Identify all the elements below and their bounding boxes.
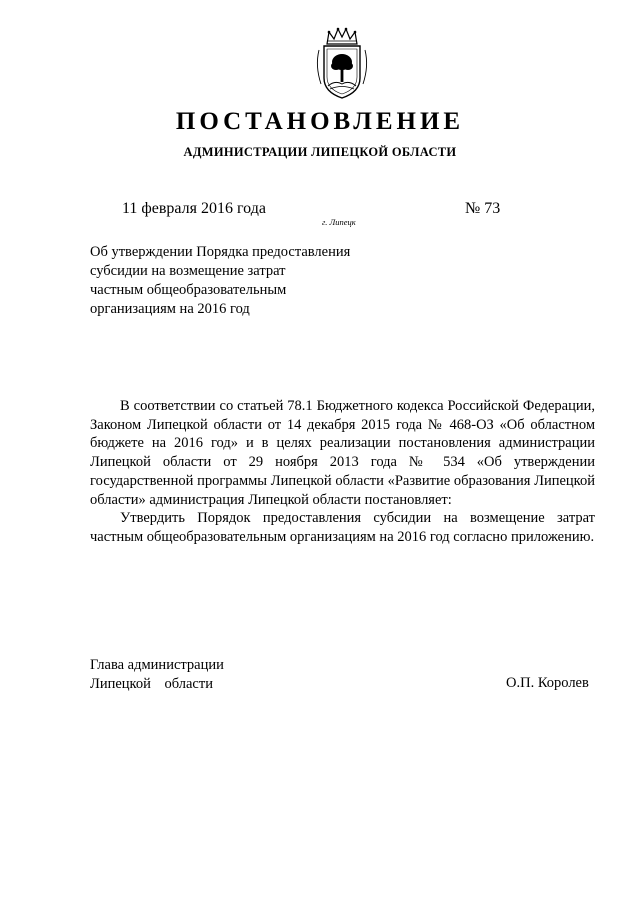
signatory-title-line: Липецкой области: [90, 676, 213, 692]
document-date: 11 февраля 2016 года: [122, 200, 266, 217]
document-subject: [90, 243, 390, 319]
lipetsk-coat-of-arms-icon: [313, 26, 371, 100]
issuer-name: АДМИНИСТРАЦИИ ЛИПЕЦКОЙ ОБЛАСТИ: [183, 145, 457, 159]
signatory-title: [90, 656, 224, 694]
document-title: ПОСТАНОВЛЕНИЕ: [175, 108, 465, 135]
subject-line: организациям на 2016 год: [90, 301, 250, 317]
subject-line: Об утверждении Порядка предоставления: [90, 244, 351, 260]
document-body: [90, 397, 595, 547]
subject-line: частным общеобразовательным: [90, 282, 287, 298]
signatory-name: О.П. Королев: [506, 675, 589, 691]
subject-line: субсидии на возмещение затрат: [90, 263, 286, 279]
body-paragraph: Утвердить Порядок предоставления субсидии на возмещение затрат частным общеобразовательным организациям на 2016 год согласно приложению.: [90, 510, 595, 545]
signatory-title-line: Глава администрации: [90, 657, 224, 673]
body-paragraph: В соответствии со статьей 78.1 Бюджетного кодекса Российской Федерации, Законом Липецкой области от 14 декабря 2015 года № 468-ОЗ «Об областном бюджете на 2016 год» и в целях реализации постановления администрации Липецкой области от 29 ноября 2013 года № 534 «Об утверждении государственной программы Липецкой области «Развитие образования Липецкой области» администрация Липецкой области постановляет:: [90, 398, 595, 508]
document-city: г. Липецк: [322, 217, 356, 227]
document-number: № 73: [465, 200, 501, 217]
